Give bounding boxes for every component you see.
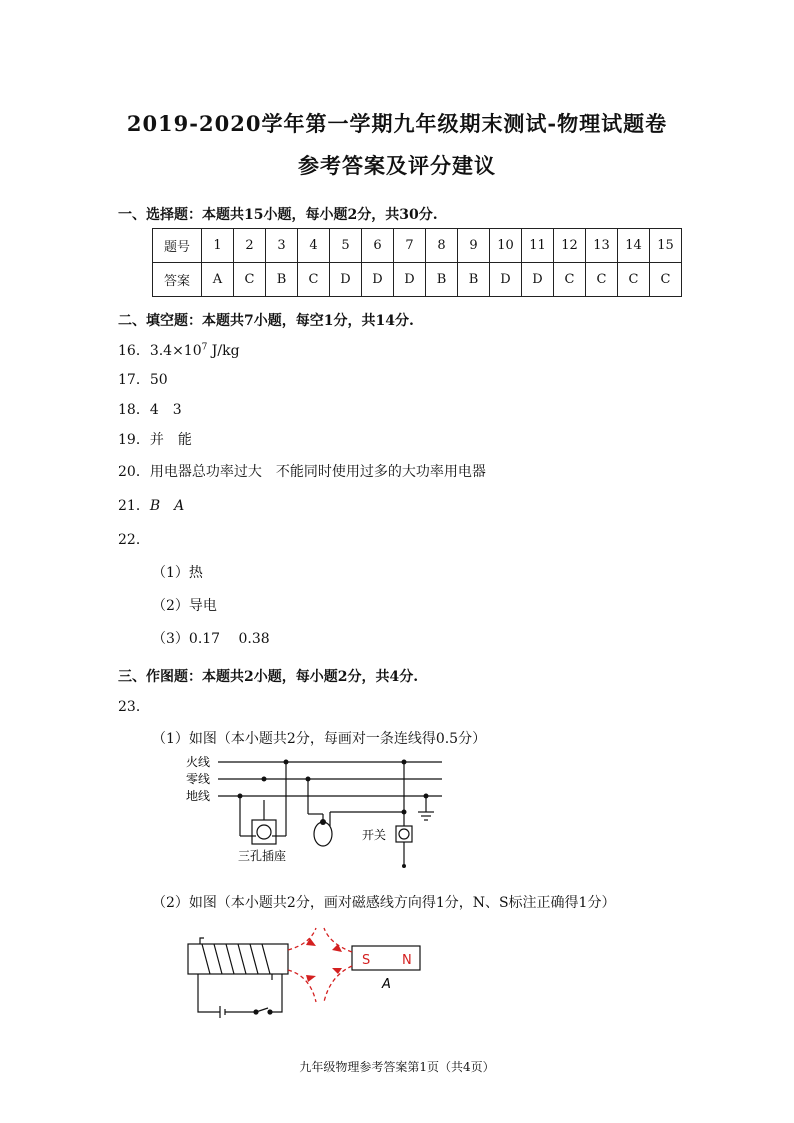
electromagnet-diagram	[184, 924, 434, 1024]
answer-23: 23．	[118, 699, 150, 715]
label-socket: 三孔插座	[238, 849, 287, 863]
answer-cell: C	[650, 263, 682, 297]
label-live-wire: 火线	[186, 755, 211, 769]
answer-cell: A	[202, 263, 234, 297]
answer-cell: C	[618, 263, 650, 297]
question-number: 14	[618, 229, 650, 263]
answer-cell: B	[426, 263, 458, 297]
answer-cell: C	[234, 263, 266, 297]
answer-21-b: A	[174, 498, 185, 514]
section3-heading: 三、作图题：本题共2小题，每小题2分，共4分.	[118, 669, 419, 685]
field-lines	[288, 928, 352, 1002]
answer-16-base: 16．3.4×10	[118, 343, 202, 359]
table-row-numbers	[153, 229, 682, 263]
question-number: 15	[650, 229, 682, 263]
question-number: 1	[202, 229, 234, 263]
section2-heading: 二、填空题：本题共7小题，每空1分，共14分.	[118, 313, 414, 329]
circuit-diagram	[180, 752, 450, 874]
answer-22-1: （1）热	[152, 565, 203, 581]
question-number: 3	[266, 229, 298, 263]
answer-21	[118, 495, 184, 515]
answer-18: 18．4 3	[118, 402, 182, 418]
question-number: 5	[330, 229, 362, 263]
answer-table	[152, 228, 682, 297]
coil-windings	[202, 944, 270, 974]
answer-cell: D	[330, 263, 362, 297]
answer-16-unit: J/kg	[207, 343, 240, 359]
answer-16	[118, 340, 240, 360]
page-footer: 九年级物理参考答案第1页（共4页）	[299, 1060, 495, 1074]
answer-17: 17．50	[118, 372, 168, 388]
answer-cell: C	[586, 263, 618, 297]
answer-22-2: （2）导电	[152, 598, 217, 614]
question-number: 12	[554, 229, 586, 263]
question-number: 4	[298, 229, 330, 263]
answer-cell: D	[490, 263, 522, 297]
answer-cell: B	[266, 263, 298, 297]
label-ground-wire: 地线	[186, 789, 211, 803]
answer-22: 22．	[118, 532, 150, 548]
answer-21-a: B	[149, 498, 161, 514]
answer-23-2: （2）如图（本小题共2分，画对磁感线方向得1分，N、S标注正确得1分）	[152, 895, 616, 911]
answer-cell: D	[394, 263, 426, 297]
question-number: 9	[458, 229, 490, 263]
section1-heading: 一、选择题：本题共15小题，每小题2分，共30分.	[118, 207, 438, 223]
row-label-question: 题号	[153, 229, 202, 263]
answer-cell: D	[362, 263, 394, 297]
answer-20: 20．用电器总功率过大 不能同时使用过多的大功率用电器	[118, 464, 486, 480]
magnet-label-a: A	[382, 977, 391, 992]
question-number: 8	[426, 229, 458, 263]
label-switch: 开关	[362, 828, 387, 842]
page-title: 2019-2020学年第一学期九年级期末测试-物理试题卷	[126, 111, 668, 136]
question-number: 13	[586, 229, 618, 263]
question-number: 2	[234, 229, 266, 263]
answer-21-number: 21．	[118, 498, 150, 514]
label-neutral-wire: 零线	[186, 772, 211, 786]
answer-23-1: （1）如图（本小题共2分，每画对一条连线得0.5分）	[152, 731, 487, 747]
question-number: 6	[362, 229, 394, 263]
question-number: 7	[394, 229, 426, 263]
answer-16-exponent: 7	[201, 342, 208, 353]
answer-19: 19．并 能	[118, 432, 192, 448]
page-subtitle: 参考答案及评分建议	[298, 153, 496, 178]
row-label-answer: 答案	[153, 263, 202, 297]
answer-cell: C	[298, 263, 330, 297]
question-number: 11	[522, 229, 554, 263]
answer-22-3: （3）0.17 0.38	[152, 631, 270, 647]
magnet-label-s: S	[362, 953, 371, 968]
answer-cell: D	[522, 263, 554, 297]
table-row-answers	[153, 263, 682, 297]
answer-cell: B	[458, 263, 490, 297]
question-number: 10	[490, 229, 522, 263]
magnet-label-n: N	[402, 953, 412, 968]
answer-cell: C	[554, 263, 586, 297]
